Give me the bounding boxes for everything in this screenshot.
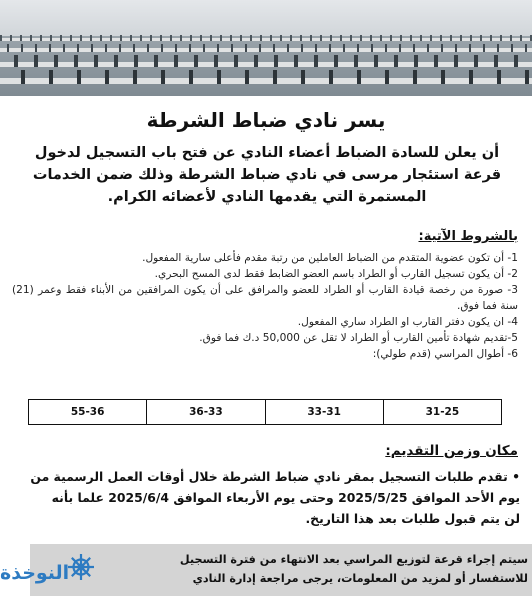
pier-post <box>374 55 378 67</box>
pier-post <box>514 55 518 67</box>
pier-post <box>245 44 247 52</box>
pier-post <box>60 35 62 41</box>
condition-item: 2- أن يكون تسجيل القارب أو الطراد باسم العضو الضابط فقط لدى المسح البحري. <box>154 268 518 280</box>
pier-post <box>260 35 262 41</box>
pier-post <box>63 44 65 52</box>
conditions-heading: بالشروط الآتية: <box>418 229 518 244</box>
pier-post <box>134 55 138 67</box>
pier-post <box>455 44 457 52</box>
pier-post <box>340 35 342 41</box>
logo-text: النوخذة <box>0 562 70 584</box>
pier-post <box>329 70 333 84</box>
pier-post <box>460 35 462 41</box>
pier-post <box>10 35 12 41</box>
application-line: • تقدم طلبات التسجيل بمقر نادي ضباط الشرطة خلال أوقات العمل الرسمية من <box>30 469 520 484</box>
pier-post <box>105 70 109 84</box>
pier-post <box>320 35 322 41</box>
pier-post <box>371 44 373 52</box>
pier-post <box>420 35 422 41</box>
marina-piers-image <box>0 0 532 96</box>
pier-post <box>343 44 345 52</box>
pier-post <box>273 70 277 84</box>
intro-line: قرعة استئجار مرسى في نادي ضباط الشرطة وذلك ضمن الخدمات <box>32 167 502 183</box>
pier-post <box>520 35 522 41</box>
pier-post <box>20 35 22 41</box>
pier-post <box>220 35 222 41</box>
pier-post <box>370 35 372 41</box>
pier-post <box>94 55 98 67</box>
pier-post <box>34 55 38 67</box>
pier-post <box>161 44 163 52</box>
pier-post <box>427 44 429 52</box>
pier-post <box>330 35 332 41</box>
pier-post <box>357 44 359 52</box>
page-title: يسر نادي ضباط الشرطة <box>146 108 386 132</box>
pier-post <box>130 35 132 41</box>
berth-length-cell: 31-25 <box>383 400 501 424</box>
pier-post <box>413 44 415 52</box>
pier-post <box>494 55 498 67</box>
pier-post <box>189 44 191 52</box>
pier-post <box>40 35 42 41</box>
application-details <box>18 466 520 529</box>
pier-post <box>154 55 158 67</box>
pier-post <box>21 70 25 84</box>
berth-length-cell: 33-31 <box>265 400 383 424</box>
pier-post <box>270 35 272 41</box>
pier-post <box>300 35 302 41</box>
pier-deck <box>0 62 532 67</box>
pier-post <box>49 70 53 84</box>
pier-post <box>380 35 382 41</box>
pier-post <box>490 35 492 41</box>
pier-post <box>385 70 389 84</box>
watermark-logo <box>0 548 104 600</box>
pier-post <box>194 55 198 67</box>
pier-post <box>14 55 18 67</box>
intro-paragraph <box>22 142 512 208</box>
pier-post <box>450 35 452 41</box>
pier-post <box>214 55 218 67</box>
pier-post <box>441 70 445 84</box>
pier-deck <box>0 38 532 41</box>
pier-post <box>230 35 232 41</box>
pier-post <box>74 55 78 67</box>
pier-post <box>483 44 485 52</box>
pier-post <box>469 44 471 52</box>
pier-post <box>110 35 112 41</box>
pier-post <box>497 70 501 84</box>
pier-deck <box>0 48 532 52</box>
berth-lengths-table <box>28 399 502 425</box>
pier-post <box>470 35 472 41</box>
pier-post <box>314 55 318 67</box>
pier-post <box>50 35 52 41</box>
condition-item: 5-تقديم شهادة تأمين القارب أو الطراد لا تقل عن 50,000 د.ك فما فوق. <box>199 332 518 344</box>
pier-post <box>290 35 292 41</box>
pier-post <box>245 70 249 84</box>
pier-post <box>175 44 177 52</box>
pier-post <box>174 55 178 67</box>
pier-post <box>80 35 82 41</box>
pier-post <box>273 44 275 52</box>
pier-post <box>120 35 122 41</box>
pier-post <box>394 55 398 67</box>
pier-post <box>410 35 412 41</box>
pier-post <box>77 44 79 52</box>
pier-post <box>217 44 219 52</box>
pier-post <box>180 35 182 41</box>
condition-item: 4- ان يكون دفتر القارب او الطراد ساري المفعول. <box>297 316 518 328</box>
pier-post <box>454 55 458 67</box>
pier-post <box>91 44 93 52</box>
pier-post <box>170 35 172 41</box>
notice-box <box>30 544 532 596</box>
pier-post <box>434 55 438 67</box>
application-line: لن يتم قبول طلبات بعد هذا التاريخ. <box>305 511 520 526</box>
pier-post <box>70 35 72 41</box>
ship-wheel-icon <box>66 552 96 582</box>
pier-post <box>525 44 527 52</box>
pier-post <box>100 35 102 41</box>
pier-post <box>147 44 149 52</box>
pier-post <box>133 70 137 84</box>
condition-item: 3- صورة من رخصة قيادة القارب أو الطراد للعضو والمرافق على أن يكون المرافقين من الأبناء فقط وعمر (21) سنة فما فوق. <box>12 284 518 312</box>
pier-post <box>390 35 392 41</box>
pier-post <box>35 44 37 52</box>
pier-post <box>301 44 303 52</box>
pier-post <box>274 55 278 67</box>
pier-post <box>21 44 23 52</box>
pier-post <box>231 44 233 52</box>
pier-post <box>440 35 442 41</box>
pier-post <box>133 44 135 52</box>
pier-post <box>49 44 51 52</box>
pier-post <box>510 35 512 41</box>
pier-post <box>234 55 238 67</box>
pier-post <box>280 35 282 41</box>
pier-post <box>0 35 2 41</box>
pier-post <box>114 55 118 67</box>
pier-post <box>259 44 261 52</box>
notice-line: سيتم إجراء قرعة لتوزيع المراسي بعد الانتهاء من فترة التسجيل <box>179 553 528 566</box>
pier-post <box>210 35 212 41</box>
pier-post <box>250 35 252 41</box>
pier-post <box>474 55 478 67</box>
pier-post <box>200 35 202 41</box>
pier-post <box>441 44 443 52</box>
pier-post <box>315 44 317 52</box>
pier-post <box>119 44 121 52</box>
pier-post <box>480 35 482 41</box>
intro-line: أن يعلن للسادة الضباط أعضاء النادي عن فتح باب التسجيل لدخول <box>34 145 500 161</box>
pier-post <box>399 44 401 52</box>
condition-item: 6- أطوال المراسي (قدم طولي): <box>372 348 518 360</box>
pier-post <box>334 55 338 67</box>
pier-post <box>217 70 221 84</box>
pier-post <box>400 35 402 41</box>
application-line: يوم الأحد الموافق 2025/5/25 وحتى يوم الأربعاء الموافق 2025/6/4 علما بأنه <box>51 490 520 505</box>
pier-post <box>203 44 205 52</box>
pier-post <box>329 44 331 52</box>
pier-post <box>140 35 142 41</box>
pier-post <box>354 55 358 67</box>
pier-post <box>357 70 361 84</box>
pier-post <box>350 35 352 41</box>
pier-post <box>54 55 58 67</box>
notice-line: للاستفسار أو لمزيد من المعلومات، يرجى مراجعة إدارة النادي <box>192 572 528 585</box>
pier-post <box>287 44 289 52</box>
pier-post <box>413 70 417 84</box>
berth-length-cell: 55-36 <box>70 406 105 418</box>
berth-length-cell: 36-33 <box>146 400 264 424</box>
pier-post <box>190 35 192 41</box>
pier-post <box>150 35 152 41</box>
pier-post <box>430 35 432 41</box>
pier-post <box>160 35 162 41</box>
intro-line: المستمرة التي يقدمها النادي لأعضائه الكرام. <box>107 189 427 205</box>
pier-post <box>240 35 242 41</box>
condition-item: 1- أن تكون عضوية المتقدم من الضباط العاملين من رتبة مقدم فأعلى سارية المفعول. <box>142 252 518 264</box>
pier-post <box>189 70 193 84</box>
pier-post <box>469 70 473 84</box>
pier-post <box>414 55 418 67</box>
pier-post <box>497 44 499 52</box>
pier-post <box>385 44 387 52</box>
announcement-page <box>0 96 532 600</box>
pier-post <box>90 35 92 41</box>
conditions-list <box>12 250 518 362</box>
time-place-heading: مكان وزمن التقديم: <box>385 443 518 459</box>
pier-post <box>294 55 298 67</box>
pier-post <box>301 70 305 84</box>
pier-post <box>105 44 107 52</box>
pier-post <box>310 35 312 41</box>
pier-post <box>500 35 502 41</box>
pier-post <box>77 70 81 84</box>
pier-post <box>525 70 529 84</box>
pier-post <box>511 44 513 52</box>
pier-post <box>360 35 362 41</box>
pier-post <box>161 70 165 84</box>
marina-photo <box>0 0 532 96</box>
pier-post <box>7 44 9 52</box>
pier-post <box>254 55 258 67</box>
pier-post <box>30 35 32 41</box>
